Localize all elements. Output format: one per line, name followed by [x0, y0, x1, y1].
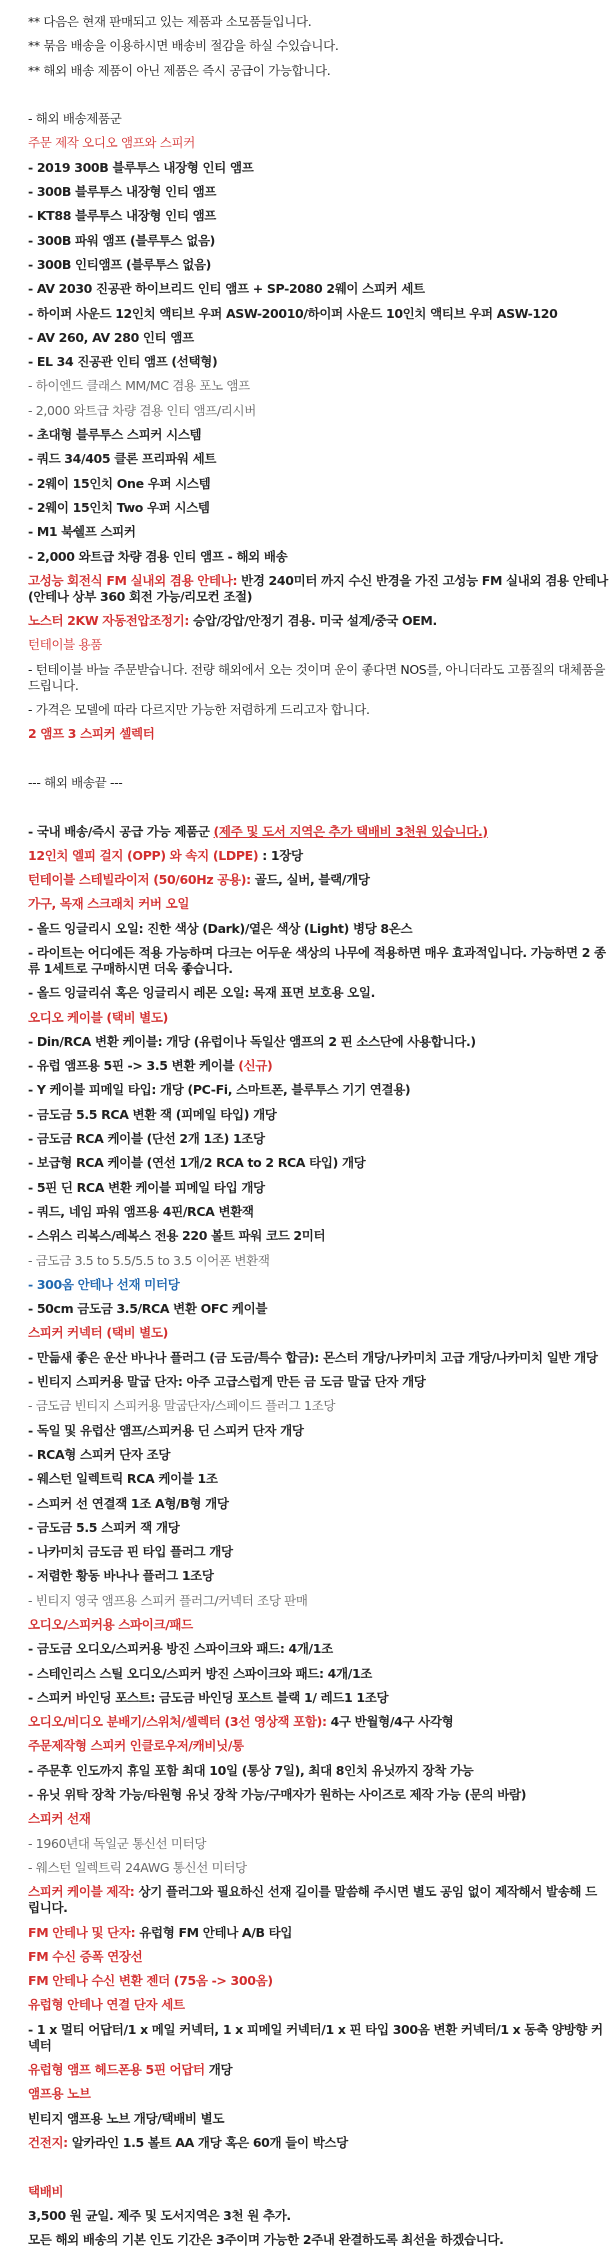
text-line — [28, 573, 608, 605]
text-segment: - M1 북쉘프 스피커 — [28, 524, 136, 540]
text-line — [28, 306, 608, 322]
text-line — [28, 848, 608, 864]
text-line — [28, 2184, 608, 2200]
text-segment: - 쿼드, 네임 파워 앰프용 4핀/RCA 변환잭 — [28, 1203, 254, 1219]
text-segment: - 금도금 오디오/스피커용 방진 스파이크와 패드: 4개/1조 — [28, 1641, 333, 1657]
text-segment: 앰프용 노브 — [28, 2086, 91, 2102]
text-line — [28, 985, 608, 1001]
text-segment: - 스테인리스 스틸 오디오/스피커 방진 스파이크와 패드: 4개/1조 — [28, 1665, 373, 1681]
text-segment: - AV 260, AV 280 인티 앰프 — [28, 329, 194, 345]
text-segment: FM 안테나 수신 변환 젠더 (75옴 -> 300옴) — [28, 1973, 273, 1989]
text-line — [28, 378, 608, 394]
text-line — [28, 2062, 608, 2078]
text-segment: - 초대형 블루투스 스피커 시스템 — [28, 427, 202, 443]
text-segment: - AV 2030 진공관 하이브리드 인티 앰프 + SP-2080 2웨이 스피커 세트 — [28, 281, 425, 297]
text-line — [28, 281, 608, 297]
text-line — [28, 1253, 608, 1269]
text-line — [28, 63, 608, 79]
text-segment: - 유럽 앰프용 5핀 -> 3.5 변환 케이블 — [28, 1058, 239, 1074]
text-segment: 유럽형 안테나 연결 단자 세트 — [28, 1997, 185, 2013]
text-line — [28, 637, 608, 653]
text-line — [28, 1617, 608, 1633]
text-segment: 개당 — [208, 2062, 233, 2078]
text-line — [28, 1496, 608, 1512]
text-segment: ** 묶음 배송을 이용하시면 배송비 절감을 하실 수있습니다. — [28, 38, 339, 54]
text-segment: - 300옴 안테나 선재 미터당 — [28, 1276, 180, 1292]
text-segment: - EL 34 진공관 인티 앰프 (선택형) — [28, 354, 218, 370]
text-segment: : 1장당 — [258, 847, 303, 863]
text-segment: - 스위스 리복스/레복스 전용 220 볼트 파워 코드 2미터 — [28, 1228, 326, 1244]
text-line — [28, 2232, 608, 2248]
text-segment: ** 다음은 현재 판매되고 있는 제품과 소모품들입니다. — [28, 14, 312, 29]
text-segment: - 만듦새 좋은 운산 바나나 플러그 (금 도금/특수 합금): 몬스터 개당/나카미치 고급 개당/나카미치 일반 개당 — [28, 1349, 598, 1365]
text-segment: 승압/강압/안정기 겸용. 미국 설계/중국 OEM. — [193, 613, 437, 629]
text-line — [28, 451, 608, 467]
text-segment: 반경 240미터 까지 수신 반경을 가진 고성능 FM 실내외 겸용 안테나 (안테나 상부 360 회전 가능/리모컨 조절) — [28, 572, 608, 604]
text-line — [28, 1301, 608, 1317]
text-segment: (신규) — [238, 1058, 273, 1074]
text-line — [28, 1925, 608, 1941]
blank-line — [28, 2159, 608, 2175]
blank-line — [28, 799, 608, 815]
text-segment: - 2,000 와트급 차량 겸용 인티 앰프/리시버 — [28, 402, 256, 418]
text-segment: - 금도금 빈티지 스피커용 말굽단자/스페이드 플러그 1조당 — [28, 1398, 336, 1414]
text-segment: - 주문후 인도까지 휴일 포함 최대 10일 (통상 7일), 최대 8인치 유닛까지 장착 가능 — [28, 1762, 474, 1778]
text-segment: 주문제작형 스피커 인클로우저/캐비닛/통 — [28, 1738, 244, 1754]
text-line — [28, 2208, 608, 2224]
text-line — [28, 1568, 608, 1584]
text-segment: 턴테이블 스테빌라이저 (50/60Hz 공용): — [28, 872, 255, 888]
text-line — [28, 1058, 608, 1074]
text-line — [28, 1997, 608, 2013]
text-line — [28, 403, 608, 419]
text-line — [28, 1641, 608, 1657]
text-line — [28, 1690, 608, 1706]
text-segment: - 하이퍼 사운드 12인치 액티브 우퍼 ASW-20010/하이퍼 사운드 10인치 액티브 우퍼 ASW-120 — [28, 305, 558, 321]
text-line — [28, 1277, 608, 1293]
text-line — [28, 1666, 608, 1682]
text-line — [28, 1520, 608, 1536]
text-segment: - 300B 파워 앰프 (블루투스 없음) — [28, 232, 216, 248]
text-line — [28, 1155, 608, 1171]
text-segment: 스피커 케이블 제작: — [28, 1884, 139, 1900]
text-segment: - 금도금 3.5 to 5.5/5.5 to 3.5 이어폰 변환잭 — [28, 1252, 270, 1268]
text-line — [28, 1763, 608, 1779]
text-segment: 2 앰프 3 스피커 셀렉터 — [28, 726, 155, 742]
text-segment: - 하이엔드 클래스 MM/MC 겸용 포노 앰프 — [28, 378, 250, 394]
text-line — [28, 1082, 608, 1098]
text-line — [28, 354, 608, 370]
text-segment: - KT88 블루투스 내장형 인티 앰프 — [28, 208, 217, 224]
text-line — [28, 1544, 608, 1560]
text-line — [28, 1204, 608, 1220]
text-segment: - 웨스턴 일렉트릭 24AWG 통신선 미터당 — [28, 1859, 247, 1875]
text-segment: - 올드 잉글리시 오일: 진한 색상 (Dark)/옅은 색상 (Light) 병당 8온스 — [28, 920, 413, 936]
text-line — [28, 14, 608, 30]
text-line — [28, 896, 608, 912]
text-line — [28, 2022, 608, 2054]
text-segment: 알카라인 1.5 볼트 AA 개당 혹은 60개 들이 박스당 — [71, 2134, 348, 2150]
text-line — [28, 257, 608, 273]
text-segment: 3,500 원 균일. 제주 및 도서지역은 3천 원 추가. — [28, 2207, 291, 2223]
text-segment: (제주 및 도서 지역은 추가 택배비 3천원 있습니다.) — [213, 823, 488, 839]
text-segment: 오디오/스피커용 스파이크/패드 — [28, 1617, 193, 1632]
text-line — [28, 1034, 608, 1050]
text-line — [28, 1738, 608, 1754]
text-line — [28, 1398, 608, 1414]
text-line — [28, 726, 608, 742]
text-line — [28, 775, 608, 791]
text-line — [28, 2111, 608, 2127]
text-segment: - 금도금 5.5 RCA 변환 잭 (피메일 타입) 개당 — [28, 1106, 277, 1122]
text-line — [28, 427, 608, 443]
text-segment: - 턴테이블 바늘 주문받습니다. 전량 해외에서 오는 것이며 운이 좋다면 NOS를, 아니더라도 고품질의 대체품을 드립니다. — [28, 661, 606, 693]
text-line — [28, 1836, 608, 1852]
text-line — [28, 662, 608, 694]
text-line — [28, 872, 608, 888]
text-segment: FM 안테나 및 단자: — [28, 1924, 140, 1940]
text-segment: 스피커 선재 — [28, 1811, 91, 1827]
text-segment: - 해외 배송제품군 — [28, 111, 122, 127]
text-line — [28, 1884, 608, 1916]
text-line — [28, 2135, 608, 2151]
text-segment: 택배비 — [28, 2183, 64, 2199]
text-line — [28, 1860, 608, 1876]
text-segment: - Y 케이블 피메일 타입: 개당 (PC-Fi, 스마트폰, 블루투스 기기 연결용) — [28, 1082, 411, 1098]
text-segment: 오디오 케이블 (택비 별도) — [28, 1009, 168, 1025]
text-segment: - 보급형 RCA 케이블 (연선 1개/2 RCA to 2 RCA 타입) 개당 — [28, 1155, 366, 1171]
text-segment: - 1 x 멀티 어답터/1 x 메일 커넥터, 1 x 피메일 커넥터/1 x 핀 타입 300옴 변환 커넥터/1 x 동축 양방향 커넥터 — [28, 2021, 603, 2053]
text-segment: 상기 플러그와 필요하신 선재 길이를 말씀해 주시면 별도 공임 없이 제작해서 발송해 드립니다. — [28, 1884, 597, 1916]
text-segment: 스피커 커넥터 (택비 별도) — [28, 1325, 168, 1341]
text-line — [28, 824, 608, 840]
text-segment: - 저렴한 황동 바나나 플러그 1조당 — [28, 1568, 214, 1584]
text-segment: - RCA형 스피커 단자 조당 — [28, 1446, 171, 1462]
text-line — [28, 1787, 608, 1803]
text-line — [28, 549, 608, 565]
text-segment: - 금도금 5.5 스피커 잭 개당 — [28, 1519, 180, 1535]
text-segment: - 빈티지 스피커용 말굽 단자: 아주 고급스럽게 만든 금 도금 말굽 단자 개당 — [28, 1374, 426, 1390]
text-segment: 오디오/비디오 분배기/스위처/셀렉터 (3선 영상잭 포함): — [28, 1714, 331, 1730]
text-line — [28, 1180, 608, 1196]
text-segment: - 국내 배송/즉시 공급 가능 제품군 — [28, 823, 214, 839]
blank-line — [28, 751, 608, 767]
text-segment: - 웨스턴 일렉트릭 RCA 케이블 1조 — [28, 1471, 218, 1487]
text-line — [28, 702, 608, 718]
text-line — [28, 208, 608, 224]
text-segment: - 300B 블루투스 내장형 인티 앰프 — [28, 184, 217, 200]
text-segment: - 2019 300B 블루투스 내장형 인티 앰프 — [28, 159, 254, 175]
text-segment: - 금도금 RCA 케이블 (단선 2개 1조) 1조당 — [28, 1131, 265, 1147]
text-line — [28, 1949, 608, 1965]
text-segment: - 스피커 바인딩 포스트: 금도금 바인딩 포스트 블랙 1/ 레드1 1조당 — [28, 1689, 389, 1705]
text-line — [28, 500, 608, 516]
text-segment: 골드, 실버, 블랙/개당 — [254, 872, 370, 888]
text-line — [28, 1714, 608, 1730]
text-segment: - 유닛 위탁 장착 가능/타원형 유닛 장착 가능/구매자가 원하는 사이즈로 제작 가능 (문의 바람) — [28, 1787, 527, 1803]
text-segment: 빈티지 앰프용 노브 개당/택배비 별도 — [28, 2110, 225, 2126]
text-line — [28, 1325, 608, 1341]
text-segment: 가구, 목재 스크래치 커버 오일 — [28, 896, 190, 912]
text-segment: 주문 제작 오디오 앰프와 스피커 — [28, 135, 195, 151]
text-segment: - 2웨이 15인치 One 우퍼 시스템 — [28, 475, 211, 491]
text-line — [28, 524, 608, 540]
text-segment: - 빈티지 영국 앰프용 스피커 플러그/커넥터 조당 판매 — [28, 1592, 308, 1608]
text-segment: 유럽형 앰프 헤드폰용 5핀 어답터 — [28, 2062, 209, 2078]
text-segment: 노스터 2KW 자동전압조정기: — [28, 613, 194, 629]
text-segment: 모든 해외 배송의 기본 인도 기간은 3주이며 가능한 2주내 완결하도록 최선을 하겠습니다. — [28, 2232, 504, 2248]
text-segment: 12인치 엘피 걸지 (OPP) 와 속지 (LDPE) — [28, 847, 259, 863]
text-segment: - 5핀 딘 RCA 변환 케이블 피메일 타입 개당 — [28, 1179, 265, 1195]
text-segment: 턴테이블 용품 — [28, 637, 102, 653]
text-segment: - 스피커 선 연결잭 1조 A형/B형 개당 — [28, 1495, 229, 1511]
text-segment: - 나카미치 금도금 핀 타입 플러그 개당 — [28, 1544, 233, 1560]
text-segment: - 1960년대 독일군 통신선 미터당 — [28, 1835, 207, 1851]
text-segment: - 2웨이 15인치 Two 우퍼 시스템 — [28, 499, 210, 515]
text-line — [28, 38, 608, 54]
text-line — [28, 921, 608, 937]
text-line — [28, 111, 608, 127]
text-segment: ** 해외 배송 제품이 아닌 제품은 즉시 공급이 가능합니다. — [28, 62, 331, 78]
text-line — [28, 160, 608, 176]
text-line — [28, 1010, 608, 1026]
text-line — [28, 184, 608, 200]
text-line — [28, 1423, 608, 1439]
text-line — [28, 1447, 608, 1463]
text-line — [28, 1811, 608, 1827]
text-line — [28, 2086, 608, 2102]
text-segment: 건전지: — [28, 2134, 72, 2150]
text-segment: - 2,000 와트급 차량 겸용 인티 앰프 - 해외 배송 — [28, 548, 288, 564]
text-line — [28, 135, 608, 151]
text-line — [28, 945, 608, 977]
text-segment: 유럽형 FM 안테나 A/B 타입 — [139, 1924, 293, 1940]
text-segment: - 라이트는 어디에든 적용 가능하며 다크는 어두운 색상의 나무에 적용하면 매우 효과적입니다. 가능하면 2 종류 1세트로 구매하시면 더욱 좋습니다. — [28, 944, 606, 976]
text-segment: - 가격은 모델에 따라 다르지만 가능한 저렴하게 드리고자 합니다. — [28, 702, 370, 718]
text-segment: - 쿼드 34/405 클론 프리파워 세트 — [28, 451, 217, 467]
text-segment: - 300B 인티앰프 (블루투스 없음) — [28, 256, 212, 272]
text-line — [28, 1471, 608, 1487]
text-line — [28, 233, 608, 249]
text-line — [28, 613, 608, 629]
text-line — [28, 1593, 608, 1609]
text-segment: 고성능 회전식 FM 실내외 겸용 안테나: — [28, 572, 242, 588]
blank-line — [28, 87, 608, 103]
text-line — [28, 1228, 608, 1244]
text-line — [28, 476, 608, 492]
text-line — [28, 1374, 608, 1390]
text-segment: --- 해외 배송끝 --- — [28, 774, 123, 790]
text-line — [28, 1131, 608, 1147]
text-segment: - Din/RCA 변환 케이블: 개당 (유럽이나 독일산 앰프의 2 핀 소스단에 사용합니다.) — [28, 1033, 476, 1049]
text-line — [28, 330, 608, 346]
text-segment: FM 수신 증폭 연장선 — [28, 1948, 143, 1964]
text-segment: - 50cm 금도금 3.5/RCA 변환 OFC 케이블 — [28, 1301, 268, 1317]
text-line — [28, 1107, 608, 1123]
text-segment: - 올드 잉글리쉬 혹은 잉글리시 레몬 오일: 목재 표면 보호용 오일. — [28, 985, 376, 1001]
text-line — [28, 1350, 608, 1366]
text-segment: - 독일 및 유럽산 앰프/스피커용 딘 스피커 단자 개당 — [28, 1422, 304, 1438]
text-line — [28, 1973, 608, 1989]
text-segment: 4구 반월형/4구 사각형 — [330, 1714, 454, 1730]
